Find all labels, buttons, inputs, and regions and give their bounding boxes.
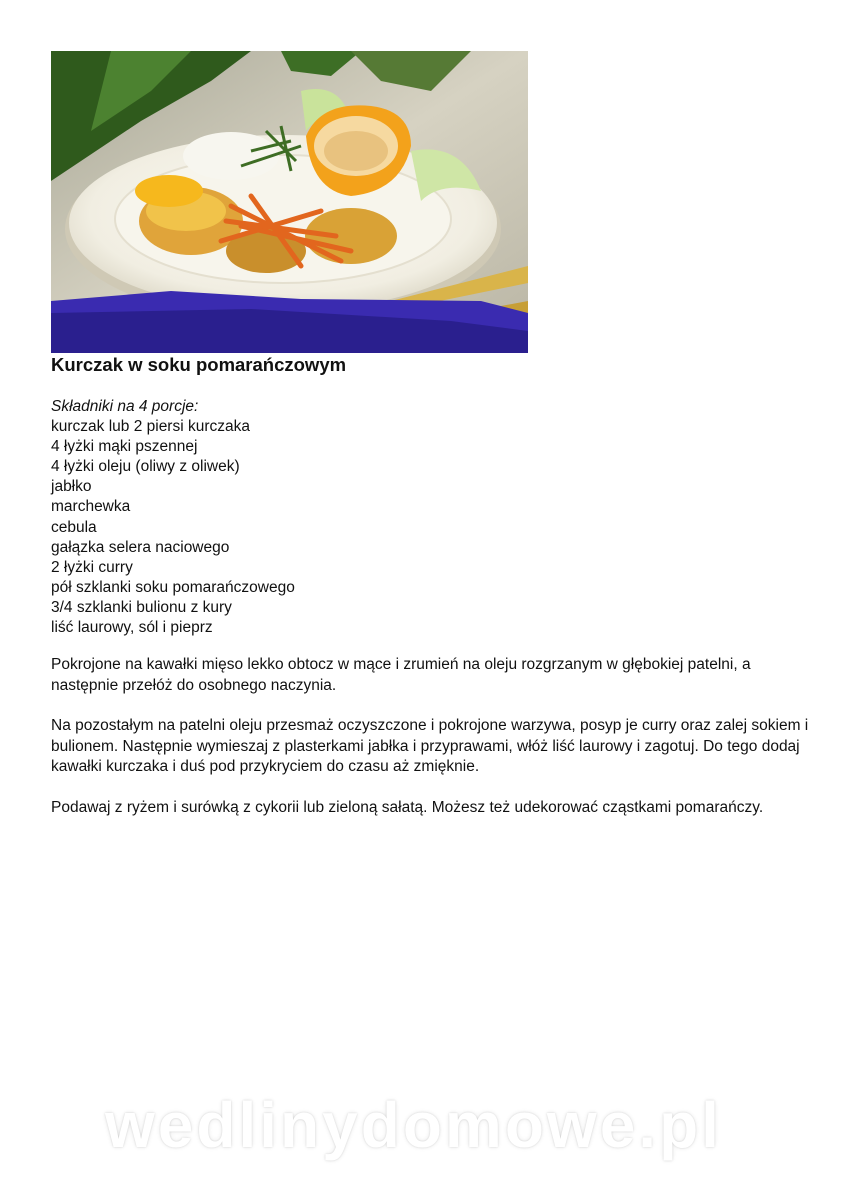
step-paragraph: Podawaj z ryżem i surówką z cykorii lub zieloną sałatą. Możesz też udekorować cząstkami pomarańczy.: [51, 798, 764, 816]
step-paragraph: Na pozostałym na patelni oleju przesmaż oczyszczone i pokrojone warzywa, posyp je curry oraz zalej sokiem i bulionem. Następnie wymieszaj z plasterkami jabłka i przyprawami, włóż liść laurowy i zagotuj. Do tego dodaj kawałki kurczaka i duś pod przykryciem do czasu aż zmięknie.: [51, 717, 809, 775]
ingredient-item: kurczak lub 2 piersi kurczaka: [51, 418, 250, 436]
ingredient-item: gałązka selera naciowego: [51, 538, 230, 556]
preparation-steps: [51, 655, 811, 838]
ingredients-heading: Składniki na 4 porcje:: [51, 398, 199, 415]
ingredients-section: [51, 397, 811, 638]
recipe-title: Kurczak w soku pomarańczowym: [51, 354, 347, 375]
recipe-photo: [51, 51, 528, 353]
site-watermark: wedlinydomowe.pl: [105, 1089, 722, 1161]
ingredient-item: jabłko: [51, 478, 92, 496]
ingredient-item: liść laurowy, sól i pieprz: [51, 619, 213, 637]
ingredient-item: 4 łyżki mąki pszennej: [51, 438, 198, 456]
ingredient-item: 3/4 szklanki bulionu z kury: [51, 598, 232, 616]
ingredient-item: marchewka: [51, 498, 131, 516]
ingredient-item: 2 łyżki curry: [51, 558, 133, 576]
ingredient-item: cebula: [51, 518, 97, 536]
ingredient-item: pół szklanki soku pomarańczowego: [51, 578, 295, 596]
ingredient-item: 4 łyżki oleju (oliwy z oliwek): [51, 458, 240, 476]
ingredients-list: [51, 417, 811, 638]
step-paragraph: Pokrojone na kawałki mięso lekko obtocz w mące i zrumień na oleju rozgrzanym w głębokiej patelni, a następnie przełóż do osobnego naczynia.: [51, 656, 751, 694]
